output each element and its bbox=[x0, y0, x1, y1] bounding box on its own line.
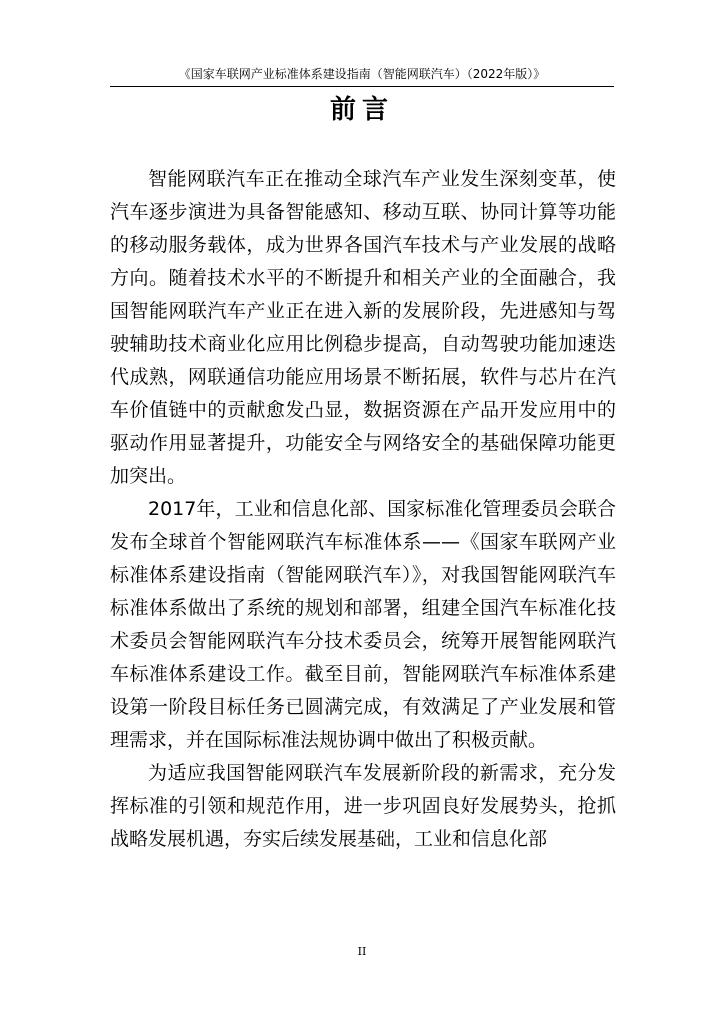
paragraph-3: 为适应我国智能网联汽车发展新阶段的新需求，充分发挥标准的引领和规范作用，进一步巩固良好发展势头，抢抓战略发展机遇，夯实后续发展基础，工业和信息化部 bbox=[110, 762, 616, 850]
body-text bbox=[110, 163, 616, 856]
paragraph-1: 智能网联汽车正在推动全球汽车产业发生深刻变革，使汽车逐步演进为具备智能感知、移动互联、协同计算等功能的移动服务载体，成为世界各国汽车技术与产业发展的战略方向。随着技术水平的不断提升和相关产业的全面融合，我国智能网联汽车产业正在进入新的发展阶段，先进感知与驾驶辅助技术商业化应用比例稳步提高，自动驾驶功能加速迭代成熟，网联通信功能应用场景不断拓展，软件与芯片在汽车价值链中的贡献愈发凸显，数据资源在产品开发应用中的驱动作用显著提升，功能安全与网络安全的基础保障功能更加突出。 bbox=[110, 168, 616, 487]
page-number: II bbox=[357, 945, 367, 958]
running-header: 《国家车联网产业标准体系建设指南（智能网联汽车）（2022年版）》 bbox=[178, 67, 546, 81]
paragraph-2: 2017年，工业和信息化部、国家标准化管理委员会联合发布全球首个智能网联汽车标准体系——《国家车联网产业标准体系建设指南（智能网联汽车）》，对我国智能网联汽车标准体系做出了系统的规划和部署，组建全国汽车标准化技术委员会智能网联汽车分技术委员会，统筹开展智能网联汽车标准体系建设工作。截至目前，智能网联汽车标准体系建设第一阶段目标任务已圆满完成，有效满足了产业发展和管理需求，并在国际标准法规协调中做出了积极贡献。 bbox=[110, 498, 616, 751]
page-title: 前言 bbox=[329, 95, 394, 125]
header-rule bbox=[110, 86, 614, 87]
